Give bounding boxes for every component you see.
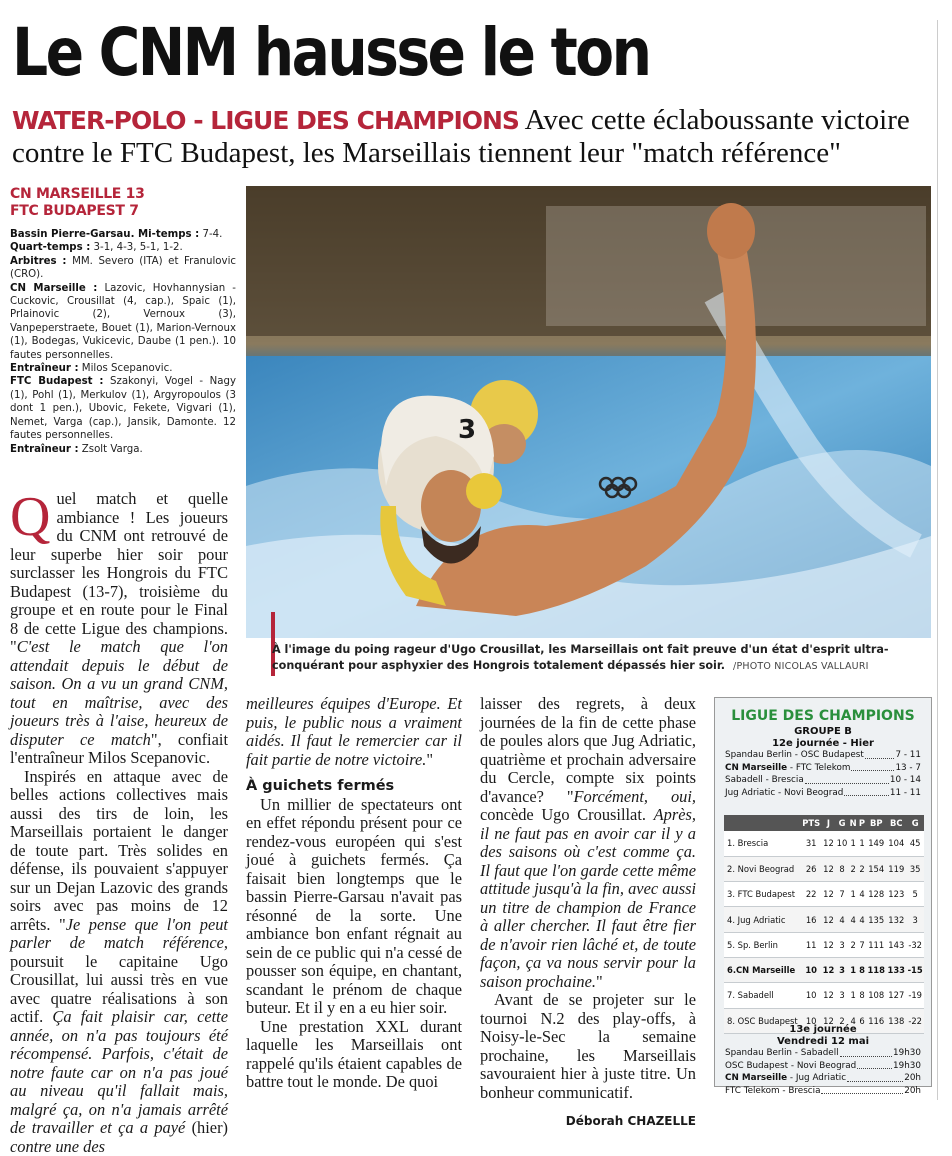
match-details (10, 228, 236, 456)
stat-cell: 3 (835, 957, 848, 982)
team-text: Spandau Berlin - OSC Budapest (725, 750, 864, 760)
stat-cell: 45 (906, 831, 924, 856)
stat-cell: 3 (906, 907, 924, 932)
standings-title: LIGUE DES CHAMPIONS (715, 708, 931, 724)
score-team2: FTC BUDAPEST 7 (10, 203, 236, 220)
match-row (725, 1047, 921, 1060)
stat-cell: 127 (886, 983, 906, 1008)
team-text: - Jug Adriatic (787, 1073, 846, 1083)
text-run: , poursuit le capitaine Ugo Crousillat, lui aussi très en vue avec quatre réalisations à son actif. (10, 933, 228, 1026)
article-paragraph (10, 490, 228, 768)
team-cell: 7. Sabadell (724, 983, 801, 1008)
stat-cell: 1 (858, 831, 866, 856)
column-header: G (906, 815, 924, 831)
next-round (715, 1023, 931, 1097)
stat-cell: 22 (801, 882, 821, 907)
stat-cell: 10 (835, 831, 848, 856)
venue-label: Bassin Pierre-Garsau. Mi-temps : (10, 229, 199, 240)
article-paragraph: Avant de se projeter sur le tournoi N.2 des play-offs, à Noisy-le-Sec la semaine prochaine, les Marseillais savouraient hier à juste titre. Un bonheur communicatif. (480, 991, 696, 1102)
stat-cell: 12 (821, 856, 835, 881)
table-row (724, 907, 924, 932)
standings-table (724, 815, 924, 1034)
article-paragraph (246, 695, 462, 769)
match-scorebox (10, 186, 236, 456)
team-text: Sabadell - Brescia (725, 775, 804, 785)
team-cell: 4. Jug Adriatic (724, 907, 801, 932)
stat-cell: 2 (849, 856, 858, 881)
match-time: 19h30 (893, 1047, 921, 1060)
article-column-3 (480, 695, 696, 1131)
cnm-lineup-label: CN Marseille : (10, 283, 97, 294)
water-polo-player-image (246, 186, 931, 638)
stat-cell: 138 (886, 1008, 906, 1033)
stat-cell: 2 (835, 1008, 848, 1033)
match-score: 7 - 11 (895, 749, 921, 762)
leader-dots (851, 762, 894, 772)
quote-run: Ça fait plaisir car, cette année, on n'a pas toujours été récompensé. Parfois, c'était de notre faute car on n'a pas joué au niveau qu'il fallait mais, malgré ça, on n'a jamais arrêté de travailler et ça a payé (10, 1007, 228, 1137)
stat-cell: 12 (821, 907, 835, 932)
leader-dots (844, 787, 888, 797)
standings-group: GROUPE B (715, 726, 931, 737)
stat-cell: 118 (866, 957, 886, 982)
article-subhead: À guichets fermés (246, 777, 462, 796)
match-teams (725, 1047, 839, 1060)
stat-cell: 2 (858, 856, 866, 881)
stat-cell: 8 (858, 957, 866, 982)
photo-credit: /PHOTO NICOLAS VALLAURI (733, 661, 869, 672)
stat-cell: -32 (906, 932, 924, 957)
dropcap: Q (10, 494, 50, 540)
stat-cell: 35 (906, 856, 924, 881)
match-time: 20h (904, 1085, 921, 1098)
team-text: Spandau Berlin - Sabadell (725, 1048, 839, 1058)
text-run: Inspirés en attaque avec de belles actions collectives mais aussi des tirs de loin, les Marseillais portaient le danger de toute part. Très solides en défense, ils pouvaient s'appuyer sur un Dejan Lazovic des grands soirs avec pas moins de 12 arrêts. " (10, 767, 228, 934)
quote-run: meilleures équipes d'Europe. Et puis, le public nous a vraiment aidés. Il faut le remercier car il fait partie de notre victoire. (246, 694, 462, 769)
column-header: G (835, 815, 848, 831)
column-header: BC (886, 815, 906, 831)
stat-cell: 3 (835, 983, 848, 1008)
quote-run: Après, il ne faut pas en avoir car il y a des saisons où c'est comme ça. Il faut que l'on garde cette même attitude jusqu'à la fin, avec aussi un titre de champion de France à aller chercher. Il faut être fier de n'avoir rien lâché et, de toute façon, ça va nous servir pour la saison prochaine. (480, 805, 696, 991)
stat-cell: 6 (858, 1008, 866, 1033)
stat-cell: 135 (866, 907, 886, 932)
table-row (724, 957, 924, 982)
stat-cell: 1 (849, 831, 858, 856)
text-run: " (596, 972, 603, 991)
article-column-1 (10, 490, 228, 1156)
stat-cell: 12 (821, 1008, 835, 1033)
stat-cell: 10 (801, 1008, 821, 1033)
team-text: OSC Budapest - Novi Beograd (725, 1061, 856, 1071)
photo-caption (272, 642, 934, 674)
referees-value: MM. Severo (ITA) et Franulovic (CRO). (10, 256, 236, 280)
column-header: BP (866, 815, 886, 831)
stat-cell: 12 (821, 831, 835, 856)
stat-cell: -22 (906, 1008, 924, 1033)
table-row (724, 983, 924, 1008)
ftc-lineup-label: FTC Budapest : (10, 376, 103, 387)
stat-cell: 2 (849, 932, 858, 957)
quarters-value: 3-1, 4-3, 5-1, 1-2. (90, 242, 182, 253)
stat-cell: 143 (886, 932, 906, 957)
table-row (724, 932, 924, 957)
team-text: FTC Telekom - Brescia (725, 1086, 820, 1096)
leader-dots (805, 774, 889, 784)
match-time: 20h (904, 1072, 921, 1085)
next-round-heading: 13e journée (715, 1024, 931, 1035)
stat-cell: 116 (866, 1008, 886, 1033)
stat-cell: 12 (821, 957, 835, 982)
stat-cell: 3 (835, 932, 848, 957)
stat-cell: 4 (835, 907, 848, 932)
team-cell: 5. Sp. Berlin (724, 932, 801, 957)
cnm-coach-value: Milos Scepanovic. (79, 363, 173, 374)
stat-cell: -19 (906, 983, 924, 1008)
stat-cell: 10 (801, 957, 821, 982)
text-run: concède Ugo Crousillat. (480, 805, 654, 824)
ftc-coach-value: Zsolt Varga. (79, 444, 143, 455)
article-paragraph: Un millier de spectateurs ont en effet répondu présent pour ce rendez-vous européen qui s'est joué à guichets fermés. Ça faisait bien longtemps que le bassin Pierre-Garsau n'avait pas résonné de la sorte. Une ambiance bon enfant régnait au sein de ce public qui n'a cessé de pousser son équipe, en chantant, scandant le prénom de chaque buteur. Et il y en a eu hier soir. (246, 796, 462, 1018)
leader-dots (857, 1060, 892, 1070)
cnm-lineup-value: Lazovic, Hovhannysian - Cuckovic, Crousillat (4, cap.), Spaic (1), Prlainovic (2), Vernoux (3), Vanpeperstraete, Bouet (1), Marion-Vernoux (1), Bodegas, Vukicevic, Daube (1 pen.). 10 fautes personnelles. (10, 283, 236, 361)
text-run: ", confiait l'entraîneur Milos Scepanovic. (10, 730, 228, 768)
team-cell: 3. FTC Budapest (724, 882, 801, 907)
text-run: uel match et quelle ambiance ! Les joueurs du CNM ont retrouvé de leur superbe hier soir pour surclasser les Hongrois du FTC Budapest (13-7), troisième du groupe et en route pour le Final 8 de cette Ligue des champions. " (10, 489, 228, 656)
match-teams (725, 749, 864, 762)
table-row (724, 856, 924, 881)
match-time: 19h30 (893, 1060, 921, 1073)
stat-cell: 154 (866, 856, 886, 881)
stat-cell: 4 (849, 907, 858, 932)
next-round-date: Vendredi 12 mai (715, 1036, 931, 1047)
stat-cell: 111 (866, 932, 886, 957)
match-teams (725, 762, 850, 775)
text-run: " (426, 750, 433, 769)
leader-dots (840, 1047, 892, 1057)
match-row (725, 787, 921, 800)
stat-cell: 132 (886, 907, 906, 932)
leader-dots (865, 749, 895, 759)
page-margin-rule (937, 20, 938, 1100)
team-text: Jug Adriatic - Novi Beograd (725, 788, 843, 798)
match-teams (725, 774, 804, 787)
match-teams (725, 1072, 846, 1085)
stat-cell: 1 (849, 957, 858, 982)
match-teams (725, 787, 843, 800)
team-cell: 2. Novi Beograd (724, 856, 801, 881)
text-run: laisser des regrets, à deux journées de la fin de cette phase de poules alors que Jug Adriatic, quatrième et prochain adversaire du Cercle, compte six points d'avance? " (480, 694, 696, 806)
match-row (725, 1060, 921, 1073)
deck-text: Avec cette éclaboussante victoire contre le FTC Budapest, les Marseillais tiennent leur "match référence" (12, 104, 910, 169)
results-list (715, 749, 931, 799)
deck (12, 104, 952, 170)
column-header: N (849, 815, 858, 831)
stat-cell: 11 (801, 932, 821, 957)
stat-cell: 108 (866, 983, 886, 1008)
team-cell: 8. OSC Budapest (724, 1008, 801, 1033)
stat-cell: 12 (821, 983, 835, 1008)
column-header: PTS (801, 815, 821, 831)
team-cell: 1. Brescia (724, 831, 801, 856)
article-paragraph: Une prestation XXL durant laquelle les Marseillais ont rappelé qu'ils étaient capables de battre tout le monde. De quoi (246, 1018, 462, 1092)
table-row (724, 831, 924, 856)
match-teams (725, 1085, 820, 1098)
stat-cell: 7 (858, 932, 866, 957)
venue-value: 7-4. (199, 229, 222, 240)
round-heading: 12e journée - Hier (715, 738, 931, 749)
cnm-coach-label: Entraîneur : (10, 363, 79, 374)
author-signature: Déborah CHAZELLE (480, 1112, 696, 1131)
stat-cell: 149 (866, 831, 886, 856)
stat-cell: 8 (858, 983, 866, 1008)
stat-cell: 7 (835, 882, 848, 907)
standings-box (714, 697, 932, 1087)
stat-cell: 31 (801, 831, 821, 856)
match-score: 13 - 7 (895, 762, 921, 775)
stat-cell: 26 (801, 856, 821, 881)
article-paragraph (10, 768, 228, 1156)
stat-cell: 12 (821, 882, 835, 907)
quote-run: C'est le match que l'on attendait depuis le début de saison. On a vu un grand CNM, tout en maîtrise, avec des joueurs très à l'aise, heureux de disputer ce match (10, 637, 228, 749)
team-cell: 6.CN Marseille (724, 957, 801, 982)
stat-cell: 128 (866, 882, 886, 907)
article-paragraph (480, 695, 696, 991)
stat-cell: 4 (849, 1008, 858, 1033)
stat-cell: -15 (906, 957, 924, 982)
match-row (725, 762, 921, 775)
leader-dots (847, 1072, 903, 1082)
quote-run: contre une des (10, 1137, 105, 1156)
deck-kicker: WATER-POLO - LIGUE DES CHAMPIONS (12, 106, 519, 135)
ftc-lineup-value: Szakonyi, Vogel - Nagy (1), Pohl (1), Merkulov (1), Argyropoulos (3 dont 1 pen.), Ubovic, Fekete, Vigvari (1), Nemet, Varga (cap.), Jansik, Damonte. 12 fautes personnelles. (10, 376, 236, 441)
article-column-2 (246, 695, 462, 1092)
score-team1: CN MARSEILLE 13 (10, 186, 236, 203)
leader-dots (821, 1085, 903, 1095)
highlighted-team: CN Marseille (725, 763, 787, 773)
match-teams (725, 1060, 856, 1073)
stat-cell: 4 (858, 907, 866, 932)
table-row (724, 882, 924, 907)
match-row (725, 749, 921, 762)
match-row (725, 1072, 921, 1085)
match-row (725, 1085, 921, 1098)
table-header-row (724, 815, 924, 831)
stat-cell: 12 (821, 932, 835, 957)
quarters-label: Quart-temps : (10, 242, 90, 253)
headline: Le CNM hausse le ton (12, 14, 803, 92)
fixtures-list (715, 1047, 931, 1097)
stat-cell: 4 (858, 882, 866, 907)
match-row (725, 774, 921, 787)
column-header: P (858, 815, 866, 831)
highlighted-team: CN Marseille (725, 1073, 787, 1083)
ftc-coach-label: Entraîneur : (10, 444, 79, 455)
stat-cell: 16 (801, 907, 821, 932)
match-score: 10 - 14 (890, 774, 921, 787)
stat-cell: 1 (849, 983, 858, 1008)
column-header: J (821, 815, 835, 831)
stat-cell: 104 (886, 831, 906, 856)
stat-cell: 10 (801, 983, 821, 1008)
match-score: 11 - 11 (890, 787, 921, 800)
stat-cell: 119 (886, 856, 906, 881)
text-run: (hier) (185, 1118, 228, 1137)
stat-cell: 5 (906, 882, 924, 907)
table-body (724, 831, 924, 1033)
caption-text: À l'image du poing rageur d'Ugo Crousillat, les Marseillais ont fait preuve d'un état d'esprit ultra-conquérant pour asphyxier des Hongrois totalement dépassés hier soir. (272, 643, 889, 672)
quote-run: Je pense que l'on peut parler de match référence (10, 915, 228, 953)
team-text: - FTC Telekom (787, 763, 850, 773)
article-photo (246, 186, 931, 638)
column-header (724, 815, 801, 831)
stat-cell: 123 (886, 882, 906, 907)
stat-cell: 133 (886, 957, 906, 982)
stat-cell: 8 (835, 856, 848, 881)
referees-label: Arbitres : (10, 256, 67, 267)
cap-number: 3 (458, 415, 476, 445)
stat-cell: 1 (849, 882, 858, 907)
quote-run: Forcément, oui, (574, 787, 696, 806)
